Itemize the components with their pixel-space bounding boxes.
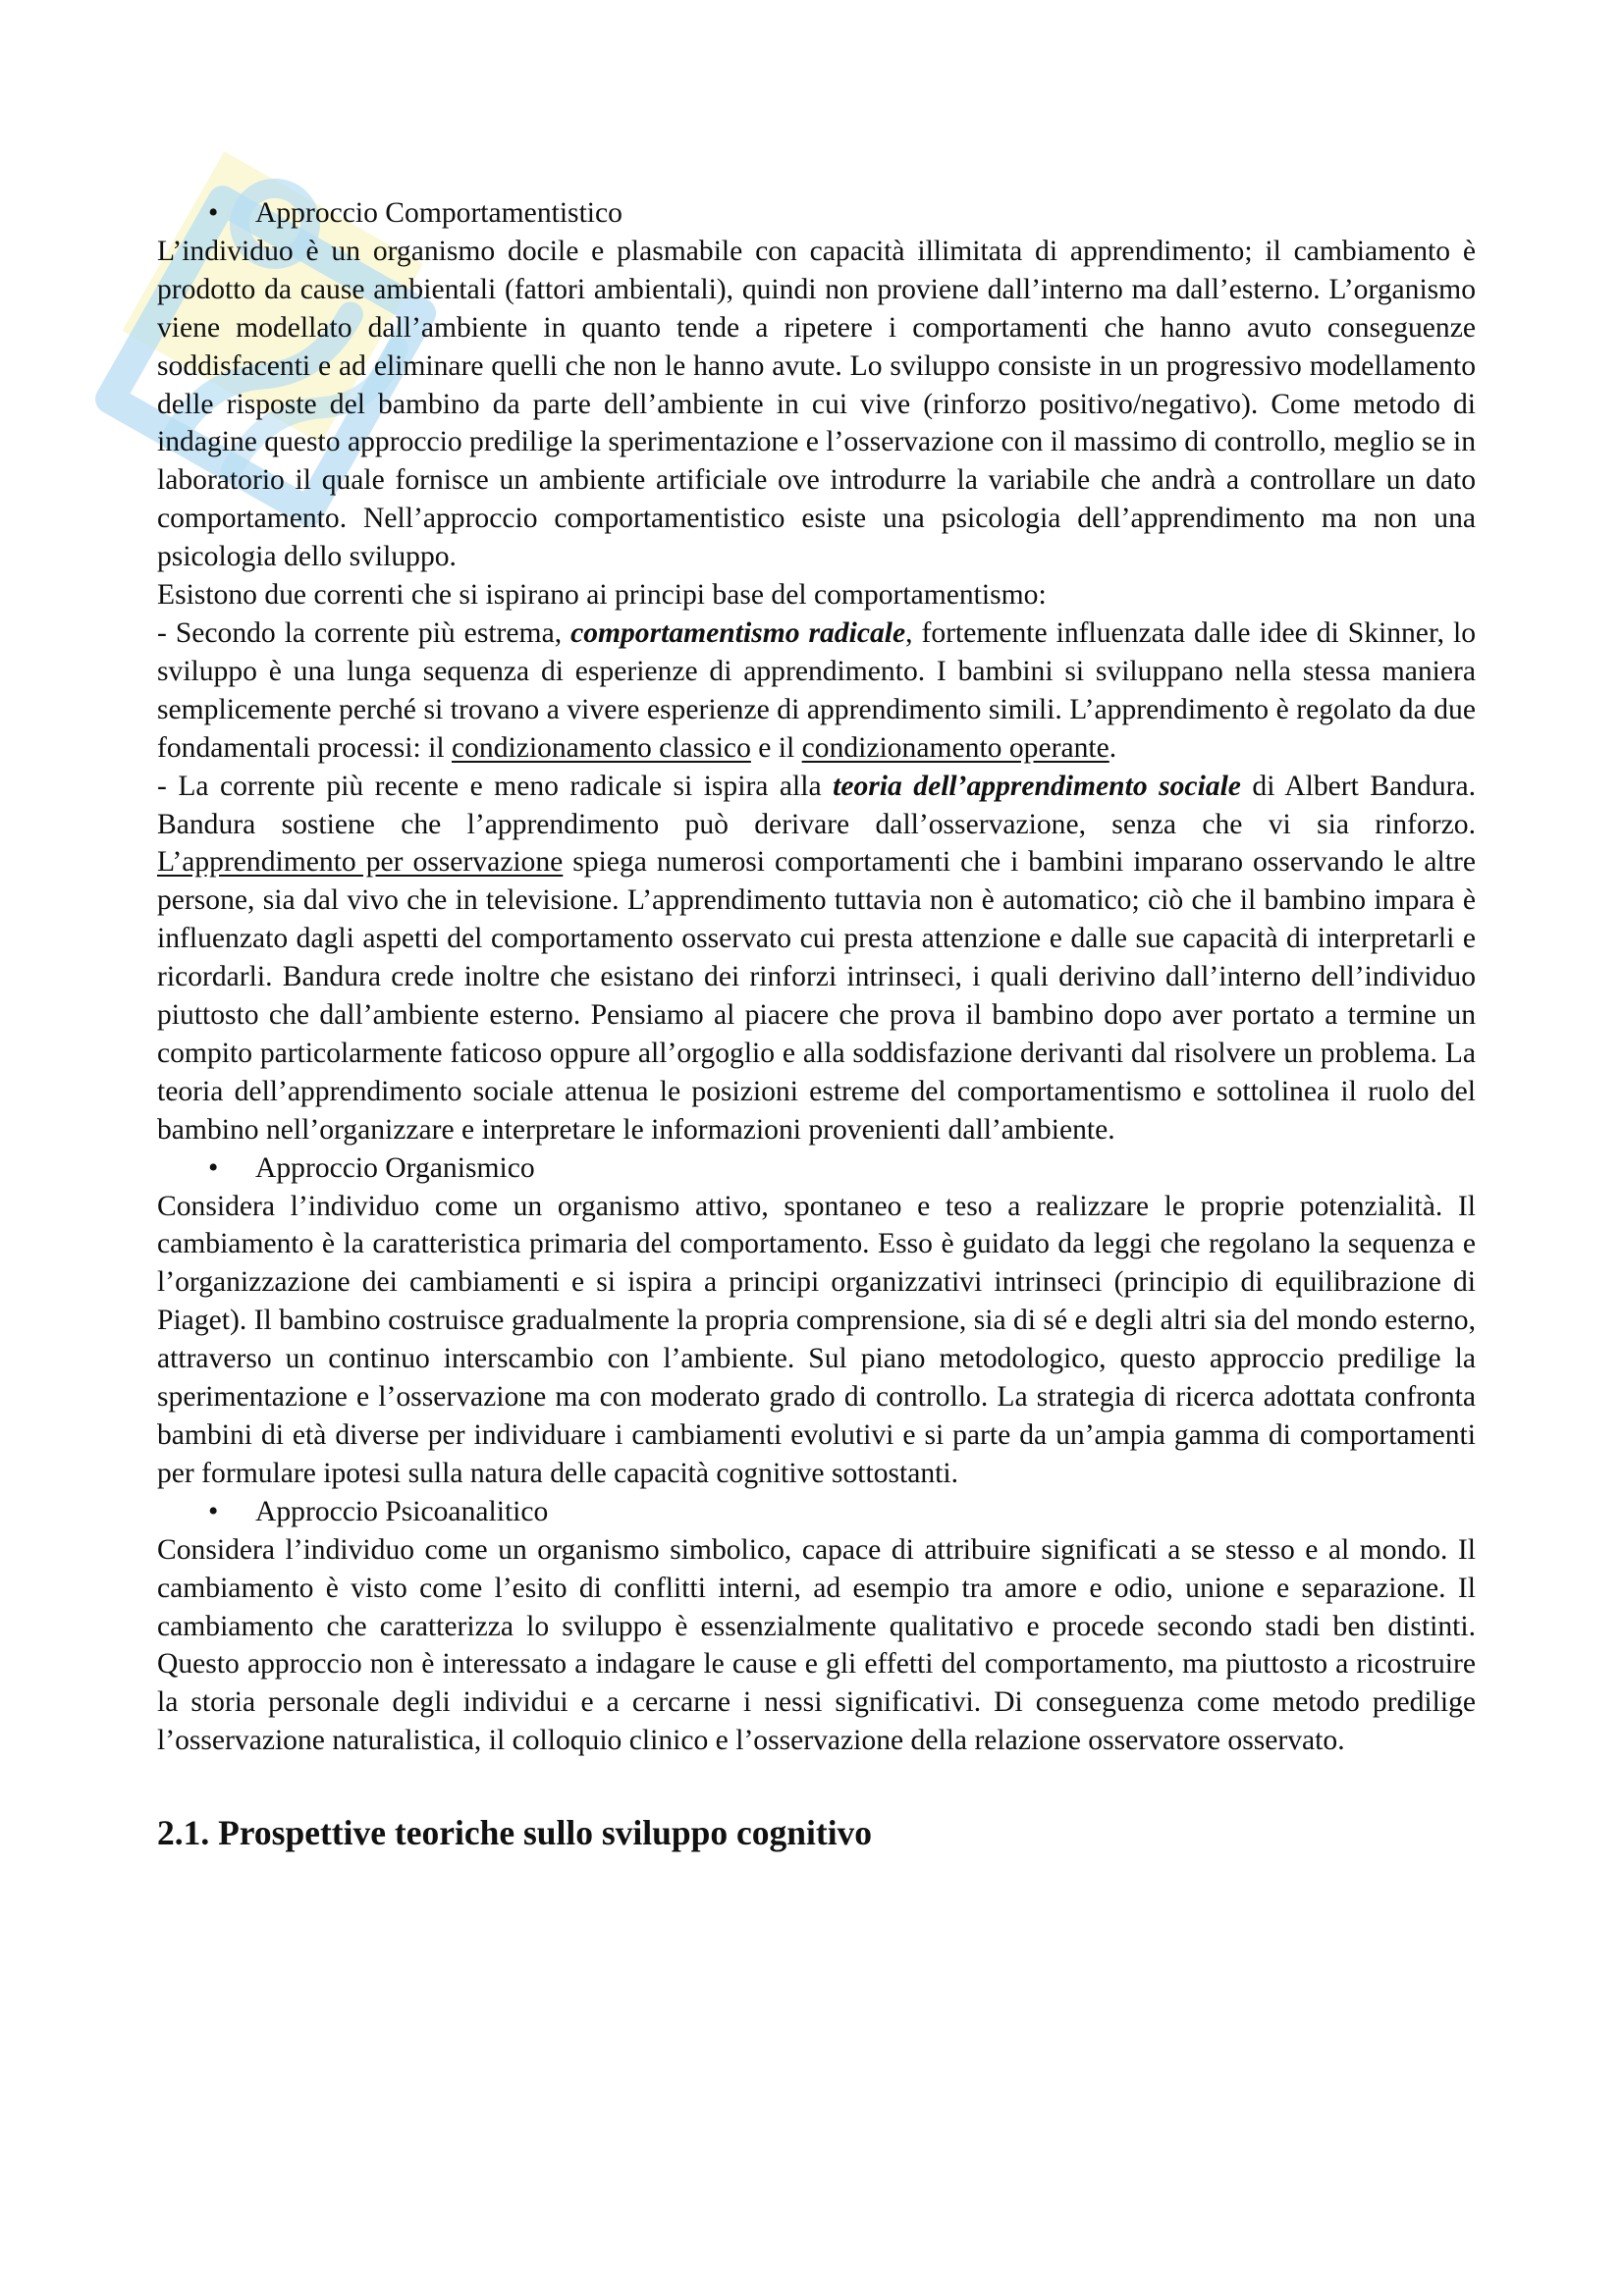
underlined-term-condizionamento-operante: condizionamento operante: [801, 731, 1109, 764]
underlined-term-condizionamento-classico: condizionamento classico: [451, 731, 751, 764]
text-run: di Albert Bandura. Bandura sostiene che l’apprendimento può derivare dall’osservazione, senza che vi sia rinforzo.: [157, 770, 1476, 840]
bullet-dot: •: [208, 197, 219, 229]
paragraph-comportamentistico: L’individuo è un organismo docile e plasmabile con capacità illimitata di apprendimento; il cambiamento è prodotto da cause ambientali (fattori ambientali), quindi non proviene dall’interno ma dall’esterno. L’organismo viene modellato dall’ambiente in quanto tende a ripetere i comportamenti che hanno avuto conseguenze soddisfacenti e ad eliminare quelli che non le hanno avute. Lo sviluppo consiste in un progressivo modellamento delle risposte del bambino da parte dell’ambiente in cui vive (rinforzo positivo/negativo). Come metodo di indagine questo approccio predilige la sperimentazione e l’osservazione con il massimo di controllo, meglio se in laboratorio il quale fornisce un ambiente artificiale ove introdurre la variabile che andrà a controllare un dato comportamento. Nell’approccio comportamentistico esiste una psicologia dell’apprendimento ma non una psicologia dello sviluppo.: [157, 235, 1476, 573]
bullet-approccio-organismico: [157, 1149, 1476, 1188]
text-run: .: [1109, 731, 1117, 764]
bullet-dot: •: [208, 1151, 219, 1184]
bullet-label: Approccio Comportamentistico: [255, 197, 622, 229]
bullet-approccio-comportamentistico: [157, 194, 1476, 233]
bold-term-comportamentismo-radicale: comportamentismo radicale: [570, 616, 906, 649]
text-run: - Secondo la corrente più estrema,: [157, 616, 571, 649]
bold-term-teoria-apprendimento-sociale: teoria dell’apprendimento sociale: [833, 770, 1241, 802]
paragraph-psicoanalitico: Considera l’individuo come un organismo simbolico, capace di attribuire significati a se stesso e al mondo. Il cambiamento è visto come l’esito di conflitti interni, ad esempio tra amore e odio, unione e separazione. Il cambiamento che caratterizza lo sviluppo è essenzialmente qualitativo e procede secondo stadi ben distinti. Questo approccio non è interessato a indagare le cause e gli effetti del comportamento, ma piuttosto a ricostruire la storia personale degli individui e a cercarne i nessi significativi. Di conseguenza come metodo predilige l’osservazione naturalistica, il colloquio clinico e l’osservazione della relazione osservatore osservato.: [157, 1533, 1476, 1757]
paragraph-organismico: Considera l’individuo come un organismo attivo, spontaneo e teso a realizzare le proprie potenzialità. Il cambiamento è la caratteristica primaria del comportamento. Esso è guidato da leggi che regolano la sequenza e l’organizzazione dei cambiamenti e si ispira a principi organizzativi intrinseci (principio di equilibrazione di Piaget). Il bambino costruisce gradualmente la propria comprensione, sia di sé e degli altri sia del mondo esterno, attraverso un continuo interscambio con l’ambiente. Sul piano metodologico, questo approccio predilige la sperimentazione e l’osservazione ma con moderato grado di controllo. La strategia di ricerca adottata confronta bambini di età diverse per individuare i cambiamenti evolutivi e si parte da un’ampia gamma di comportamenti per formulare ipotesi sulla natura delle capacità cognitive sottostanti.: [157, 1190, 1476, 1489]
bullet-approccio-psicoanalitico: [157, 1493, 1476, 1531]
text-run: - La corrente più recente e meno radicale si ispira alla: [157, 770, 834, 802]
section-heading: 2.1. Prospettive teoriche sullo sviluppo cognitivo: [157, 1813, 873, 1853]
bullet-label: Approccio Organismico: [255, 1151, 535, 1184]
bullet-label: Approccio Psicoanalitico: [255, 1495, 549, 1527]
text-run: e il: [750, 731, 802, 764]
text-run: , fortemente influenzata dalle idee di Skinner, lo sviluppo è una lunga sequenza di esperienze di apprendimento. I bambini si sviluppano nella stessa maniera semplicemente perché si trovano a vivere esperienze di apprendimento simili. L’apprendimento è regolato da due fondamentali processi: il: [157, 616, 1476, 764]
paragraph-comportamentismo-radicale: [157, 614, 1476, 768]
bullet-dot: •: [208, 1495, 219, 1527]
text-run: spiega numerosi comportamenti che i bambini imparano osservando le altre persone, sia dal vivo che in televisione. L’apprendimento tuttavia non è automatico; ciò che il bambino impara è influenzato dagli aspetti del comportamento osservato cui presta attenzione e dalle sue capacità di interpretarli e ricordarli. Bandura crede inoltre che esistano dei rinforzi intrinseci, i quali derivino dall’interno dell’individuo piuttosto che dall’ambiente esterno. Pensiamo al piacere che prova il bambino dopo aver portato a termine un compito particolarmente faticoso oppure all’orgoglio e alla soddisfazione derivanti dal risolvere un problema. La teoria dell’apprendimento sociale attenua le posizioni estreme del comportamentismo e sottolinea il ruolo del bambino nell’organizzare e interpretare le informazioni provenienti dall’ambiente.: [157, 846, 1476, 1146]
paragraph-due-correnti: Esistono due correnti che si ispirano ai principi base del comportamentismo:: [157, 579, 1047, 612]
document-body: [157, 194, 1476, 1854]
paragraph-apprendimento-sociale: [157, 768, 1476, 1149]
underlined-term-apprendimento-per-osservazione: L’apprendimento per osservazione: [157, 846, 564, 879]
